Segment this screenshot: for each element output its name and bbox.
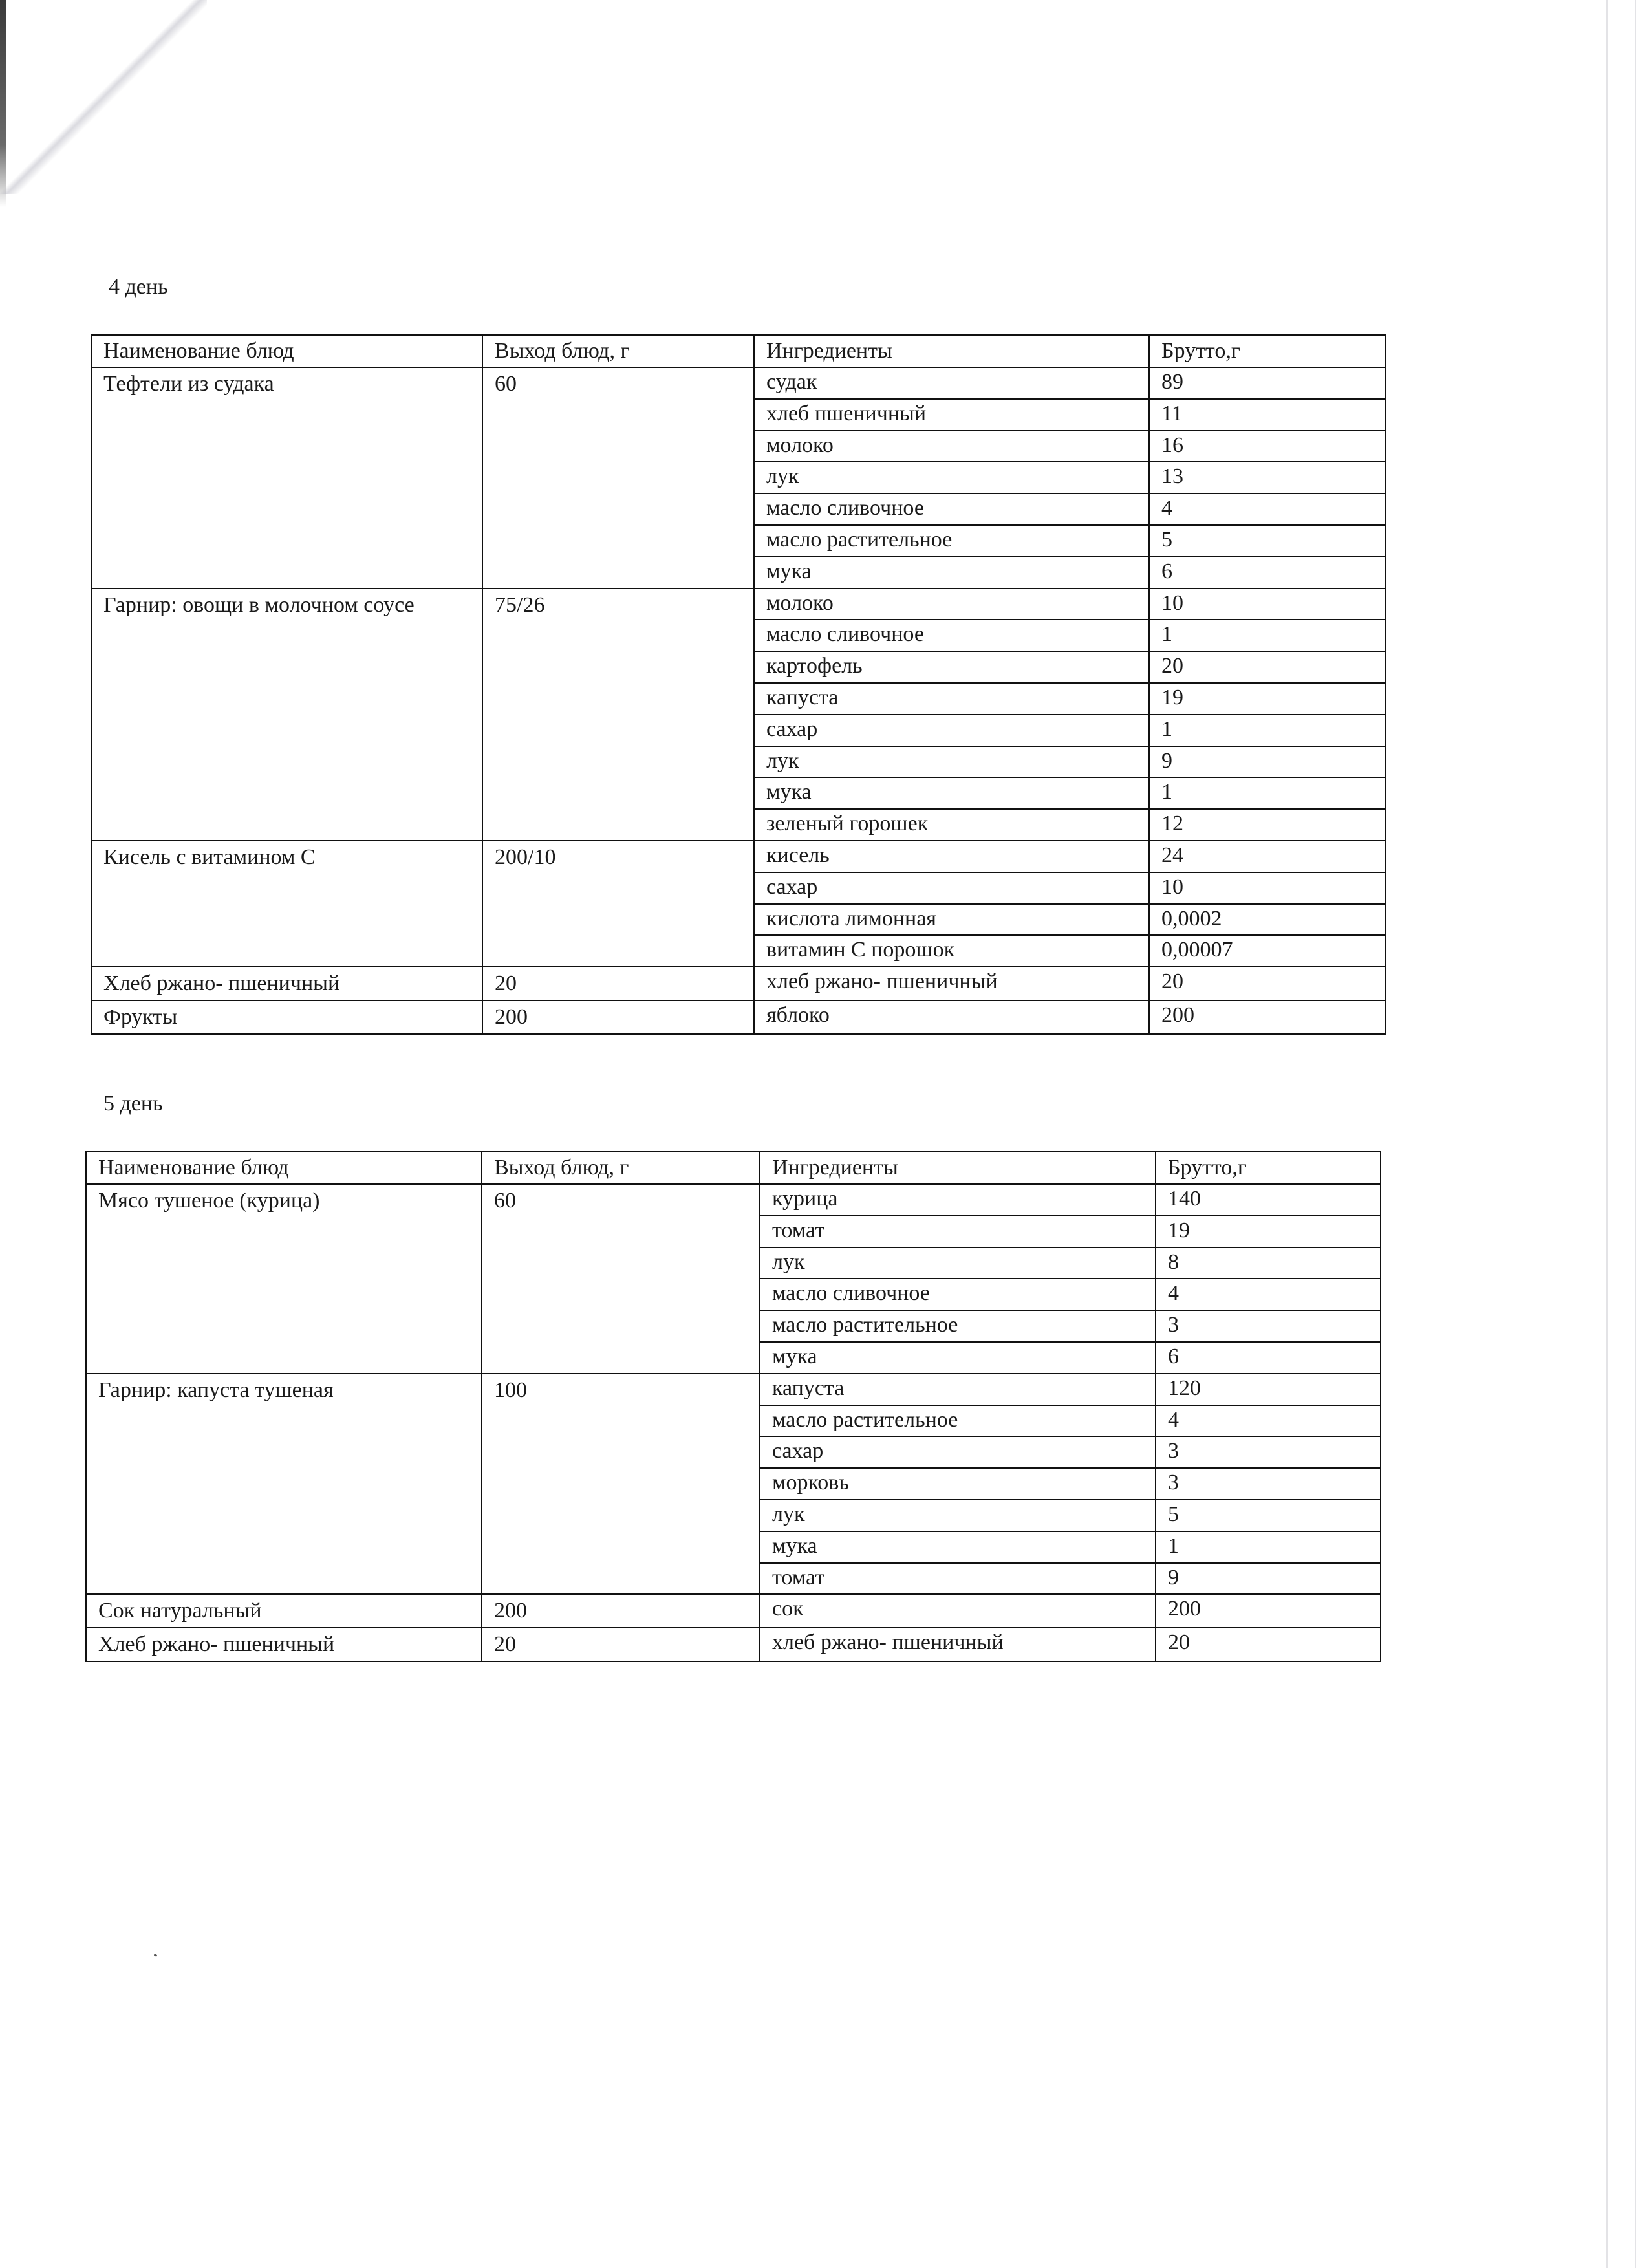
dish-name: Хлеб ржано- пшеничный xyxy=(86,1628,482,1661)
ingredient-gross: 3 xyxy=(1156,1310,1381,1342)
ingredient-name: томат xyxy=(760,1563,1156,1595)
dish-yield: 200/10 xyxy=(482,841,754,967)
ingredient-gross: 20 xyxy=(1156,1628,1381,1661)
table-row xyxy=(86,1628,1381,1661)
ingredient-gross: 16 xyxy=(1149,431,1386,462)
ingredient-gross: 8 xyxy=(1156,1247,1381,1279)
dish-name: Гарнир: овощи в молочном соусе xyxy=(91,589,482,841)
ingredient-gross: 20 xyxy=(1149,651,1386,683)
ingredient-name: хлеб ржано- пшеничный xyxy=(754,967,1149,1000)
ingredient-name: капуста xyxy=(754,683,1149,715)
table-header-row xyxy=(86,1152,1381,1184)
ingredient-name: лук xyxy=(760,1500,1156,1531)
dish-name: Тефтели из судака xyxy=(91,367,482,589)
ingredient-gross: 1 xyxy=(1156,1531,1381,1563)
ingredient-name: мука xyxy=(754,557,1149,589)
header-ingredients: Ингредиенты xyxy=(754,335,1149,367)
ingredient-gross: 12 xyxy=(1149,809,1386,841)
scan-right-edge-line xyxy=(1606,0,1608,2268)
ingredient-gross: 0,00007 xyxy=(1149,935,1386,967)
ingredient-name: витамин С порошок xyxy=(754,935,1149,967)
header-ingredients: Ингредиенты xyxy=(760,1152,1156,1184)
ingredient-gross: 10 xyxy=(1149,872,1386,904)
table-row xyxy=(91,589,1386,620)
ingredient-name: курица xyxy=(760,1184,1156,1216)
table-row xyxy=(91,967,1386,1000)
ingredient-gross: 4 xyxy=(1156,1405,1381,1437)
dish-name: Сок натуральный xyxy=(86,1594,482,1628)
ingredient-gross: 5 xyxy=(1149,525,1386,557)
ingredient-name: молоко xyxy=(754,431,1149,462)
ingredient-name: масло сливочное xyxy=(754,493,1149,525)
ingredient-gross: 1 xyxy=(1149,715,1386,746)
ingredient-name: кисель xyxy=(754,841,1149,872)
ingredient-name: мука xyxy=(760,1342,1156,1374)
ingredient-gross: 3 xyxy=(1156,1436,1381,1468)
ingredient-name: судак xyxy=(754,367,1149,399)
ingredient-name: томат xyxy=(760,1216,1156,1247)
ingredient-name: мука xyxy=(754,777,1149,809)
ingredient-name: кислота лимонная xyxy=(754,904,1149,936)
table-header-row xyxy=(91,335,1386,367)
ingredient-name: сахар xyxy=(760,1436,1156,1468)
ingredient-name: масло сливочное xyxy=(754,620,1149,651)
ingredient-gross: 120 xyxy=(1156,1374,1381,1405)
dish-yield: 60 xyxy=(482,367,754,589)
dish-name: Гарнир: капуста тушеная xyxy=(86,1374,482,1595)
ingredient-gross: 1 xyxy=(1149,777,1386,809)
scan-edge-shadow xyxy=(0,0,6,207)
ingredient-gross: 140 xyxy=(1156,1184,1381,1216)
ingredient-name: капуста xyxy=(760,1374,1156,1405)
dish-yield: 75/26 xyxy=(482,589,754,841)
ingredient-gross: 13 xyxy=(1149,462,1386,493)
ingredient-gross: 89 xyxy=(1149,367,1386,399)
header-gross: Брутто,г xyxy=(1156,1152,1381,1184)
ingredient-gross: 6 xyxy=(1156,1342,1381,1374)
dish-name: Кисель с витамином С xyxy=(91,841,482,967)
day-5-menu-table xyxy=(85,1151,1381,1662)
ingredient-name: молоко xyxy=(754,589,1149,620)
ingredient-gross: 19 xyxy=(1156,1216,1381,1247)
ingredient-name: сок xyxy=(760,1594,1156,1628)
header-dish-name: Наименование блюд xyxy=(91,335,482,367)
ingredient-name: яблоко xyxy=(754,1000,1149,1034)
ingredient-gross: 9 xyxy=(1149,746,1386,778)
dish-name: Хлеб ржано- пшеничный xyxy=(91,967,482,1000)
ingredient-name: картофель xyxy=(754,651,1149,683)
ingredient-gross: 4 xyxy=(1149,493,1386,525)
ingredient-gross: 1 xyxy=(1149,620,1386,651)
ingredient-name: мука xyxy=(760,1531,1156,1563)
table-row xyxy=(86,1184,1381,1216)
ingredient-gross: 24 xyxy=(1149,841,1386,872)
ingredient-name: лук xyxy=(760,1247,1156,1279)
ingredient-gross: 200 xyxy=(1149,1000,1386,1034)
dish-yield: 20 xyxy=(482,967,754,1000)
day-5-title: 5 день xyxy=(103,1092,163,1116)
header-dish-name: Наименование блюд xyxy=(86,1152,482,1184)
dish-yield: 100 xyxy=(482,1374,760,1595)
day-4-menu-table xyxy=(91,334,1386,1035)
ingredient-gross: 19 xyxy=(1149,683,1386,715)
scan-fold-crease xyxy=(0,0,207,194)
dish-yield: 20 xyxy=(482,1628,760,1661)
table-row xyxy=(91,367,1386,399)
day-4-title: 4 день xyxy=(109,275,168,299)
ingredient-gross: 200 xyxy=(1156,1594,1381,1628)
dish-name: Фрукты xyxy=(91,1000,482,1034)
ingredient-name: масло растительное xyxy=(760,1405,1156,1437)
ingredient-name: сахар xyxy=(754,872,1149,904)
table-row xyxy=(86,1374,1381,1405)
table-row xyxy=(91,1000,1386,1034)
ingredient-gross: 4 xyxy=(1156,1279,1381,1310)
header-yield: Выход блюд, г xyxy=(482,335,754,367)
ingredient-gross: 6 xyxy=(1149,557,1386,589)
ingredient-name: сахар xyxy=(754,715,1149,746)
dish-name: Мясо тушеное (курица) xyxy=(86,1184,482,1374)
dish-yield: 200 xyxy=(482,1000,754,1034)
scan-right-edge-line xyxy=(1635,0,1636,2268)
ingredient-gross: 3 xyxy=(1156,1468,1381,1500)
header-yield: Выход блюд, г xyxy=(482,1152,760,1184)
ingredient-name: масло растительное xyxy=(760,1310,1156,1342)
ingredient-gross: 0,0002 xyxy=(1149,904,1386,936)
ingredient-name: масло сливочное xyxy=(760,1279,1156,1310)
ingredient-name: масло растительное xyxy=(754,525,1149,557)
scan-speck xyxy=(154,1954,158,1957)
ingredient-name: зеленый горошек xyxy=(754,809,1149,841)
ingredient-name: хлеб ржано- пшеничный xyxy=(760,1628,1156,1661)
ingredient-gross: 5 xyxy=(1156,1500,1381,1531)
ingredient-name: лук xyxy=(754,746,1149,778)
header-gross: Брутто,г xyxy=(1149,335,1386,367)
ingredient-gross: 9 xyxy=(1156,1563,1381,1595)
ingredient-name: лук xyxy=(754,462,1149,493)
table-row xyxy=(86,1594,1381,1628)
dish-yield: 200 xyxy=(482,1594,760,1628)
ingredient-name: морковь xyxy=(760,1468,1156,1500)
ingredient-gross: 10 xyxy=(1149,589,1386,620)
ingredient-gross: 11 xyxy=(1149,399,1386,431)
table-row xyxy=(91,841,1386,872)
ingredient-name: хлеб пшеничный xyxy=(754,399,1149,431)
dish-yield: 60 xyxy=(482,1184,760,1374)
ingredient-gross: 20 xyxy=(1149,967,1386,1000)
